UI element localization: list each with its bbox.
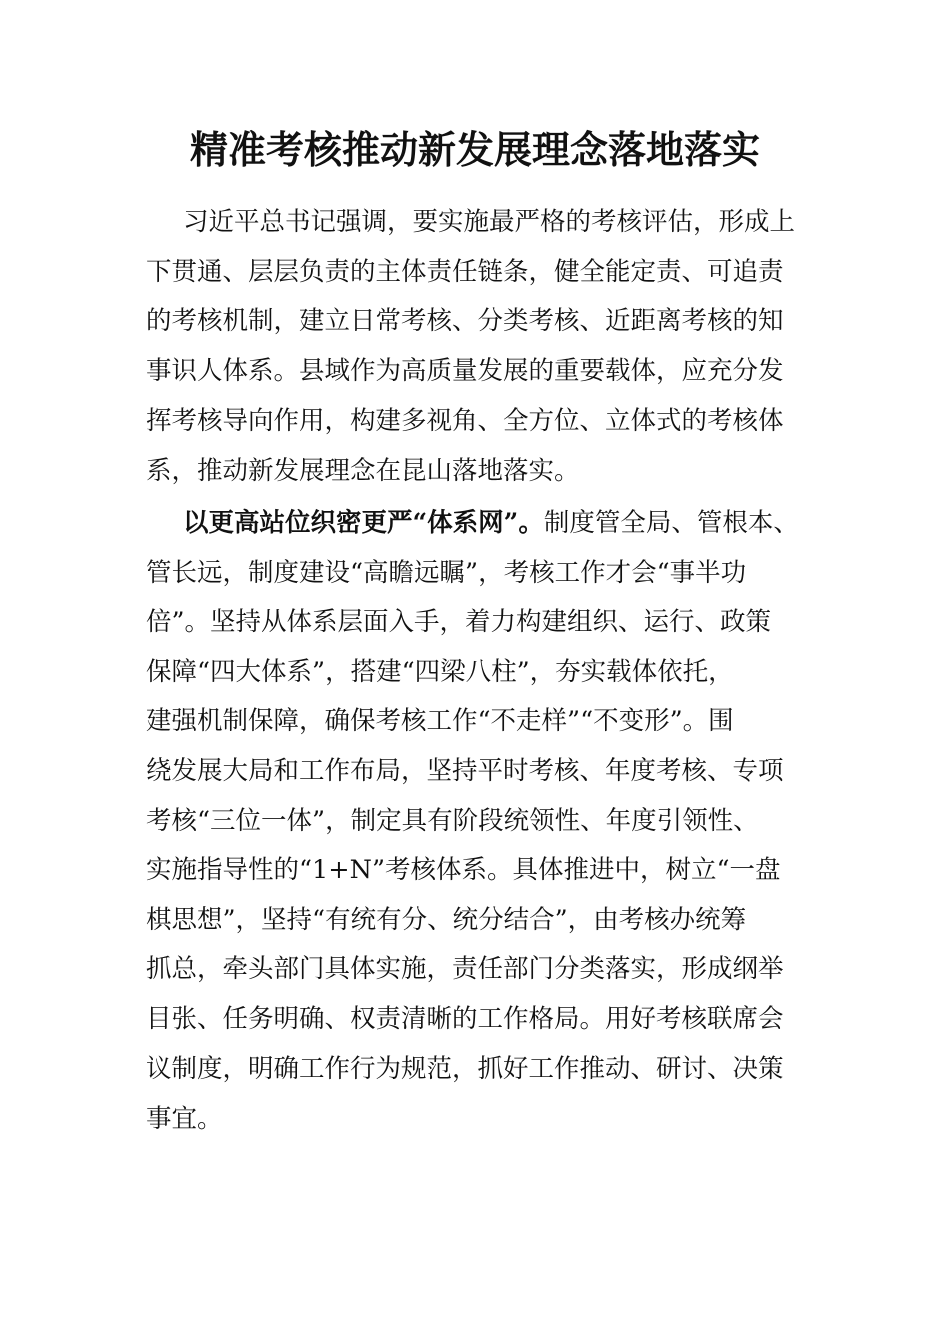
paragraph-2-line-12: 议制度，明确工作行为规范，抓好工作推动、研讨、决策 (146, 1054, 784, 1084)
paragraph-2-line-9: 棋思想”，坚持“有统有分、统分结合”，由考核办统筹 (146, 905, 747, 935)
paragraph-1-line-2: 下贯通、层层负责的主体责任链条，健全能定责、可追责 (146, 257, 784, 287)
paragraph-1-line-6: 系，推动新发展理念在昆山落地落实。 (146, 456, 580, 486)
paragraph-2-line-2: 管长远，制度建设“高瞻远瞩”，考核工作才会“事半功 (146, 558, 747, 588)
paragraph-1-line-3: 的考核机制，建立日常考核、分类考核、近距离考核的知 (146, 306, 784, 336)
paragraph-2-line-10: 抓总，牵头部门具体实施，责任部门分类落实，形成纲举 (146, 954, 784, 984)
paragraph-2-line-11: 目张、任务明确、权责清晰的工作格局。用好考核联席会 (146, 1004, 784, 1034)
paragraph-1-line-5: 挥考核导向作用，构建多视角、全方位、立体式的考核体 (146, 406, 784, 436)
paragraph-2-line-8: 实施指导性的“1+N”考核体系。具体推进中，树立“一盘 (146, 855, 781, 885)
paragraph-2-line-6: 绕发展大局和工作布局，坚持平时考核、年度考核、专项 (146, 756, 784, 786)
paragraph-2-line-7: 考核“三位一体”，制定具有阶段统领性、年度引领性、 (146, 806, 759, 836)
paragraph-2-heading: 以更高站位织密更严“体系网”。 (183, 508, 544, 538)
paragraph-2-line-5: 建强机制保障，确保考核工作“不走样”“不变形”。围 (146, 706, 734, 736)
paragraph-2-line-3: 倍”。坚持从体系层面入手，着力构建组织、运行、政策 (146, 607, 772, 637)
paragraph-1-line-4: 事识人体系。县域作为高质量发展的重要载体，应充分发 (146, 356, 784, 386)
paragraph-1-line-1: 习近平总书记强调，要实施最严格的考核评估，形成上 (183, 207, 796, 237)
document-title: 精准考核推动新发展理念落地落实 (189, 127, 760, 172)
paragraph-2-line-13: 事宜。 (146, 1104, 223, 1134)
paragraph-2-line-1 (183, 503, 799, 543)
paragraph-2-line-4: 保障“四大体系”，搭建“四梁八柱”，夯实载体依托， (146, 657, 734, 687)
paragraph-2-first-line-text: 制度管全局、管根本、 (543, 508, 799, 538)
